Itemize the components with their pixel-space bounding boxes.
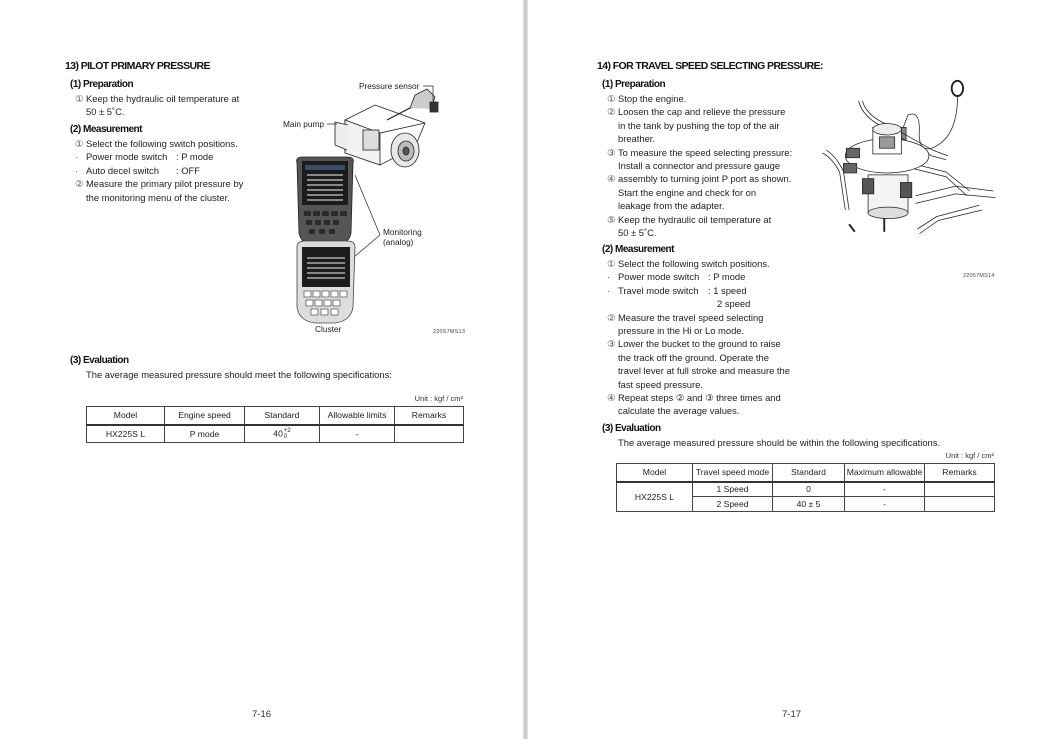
page-number-right: 7-17: [782, 709, 802, 720]
switch-row-auto-decel: · Auto decel switch : OFF: [75, 164, 200, 176]
pump-cluster-figure: [275, 75, 475, 340]
preparation-steps: [607, 92, 802, 239]
measurement-step-2: ② Measure the travel speed selecting pressure in the Hi or Lo mode.: [607, 311, 764, 336]
cluster-lower-drawing: [297, 241, 355, 323]
pressure-gauge: [952, 81, 963, 96]
cell-maximum: -: [845, 497, 925, 512]
right-page: [528, 0, 1052, 739]
travel-mode-value-2: 2 speed: [717, 298, 751, 310]
measurement-steps: [75, 137, 270, 204]
switch-row-power-mode: · Power mode switch : P mode: [75, 151, 214, 163]
label-pressure-sensor: Pressure sensor: [359, 81, 420, 91]
tolerance: +2 0: [283, 427, 291, 440]
cell-remarks: [925, 497, 995, 512]
main-pump-drawing: [335, 89, 438, 167]
preparation-step-1: ① Keep the hydraulic oil temperature at 50 ± 5˚C.: [75, 93, 240, 118]
preparation-heading: (1) Preparation: [70, 79, 134, 90]
evaluation-heading: (3) Evaluation: [70, 355, 129, 366]
pump-cluster-illustration: [275, 75, 475, 340]
cell-standard: 40 ± 5: [773, 497, 845, 512]
section-title-14: 14) FOR TRAVEL SPEED SELECTING PRESSURE:: [597, 60, 823, 72]
cell-mode: 1 Speed: [693, 482, 773, 497]
cell-standard: 40 +2 0: [245, 425, 320, 443]
header-standard: Standard: [245, 407, 320, 425]
page-number-left: 7-16: [252, 709, 272, 720]
preparation-heading: (1) Preparation: [602, 79, 666, 90]
cell-remarks: [925, 482, 995, 497]
cell-mode: 2 Speed: [693, 497, 773, 512]
table-row: [617, 482, 995, 497]
cell-model: HX225S L: [617, 482, 693, 512]
measurement-heading: (2) Measurement: [70, 124, 142, 135]
turning-joint-figure: [813, 72, 1003, 287]
measurement-step-1: ① Select the following switch positions.: [75, 138, 238, 149]
cell-allowable: -: [320, 425, 395, 443]
measurement-step-1: ① Select the following switch positions.: [607, 258, 770, 269]
switch-row-power-mode: · Power mode switch : P mode: [607, 271, 746, 283]
cell-maximum: -: [845, 482, 925, 497]
header-remarks: Remarks: [925, 464, 995, 482]
header-model: Model: [617, 464, 693, 482]
label-cluster: Cluster: [315, 324, 342, 334]
unit-label: Unit : kgf / cm²: [945, 451, 994, 460]
unit-label: Unit : kgf / cm²: [414, 394, 463, 403]
header-allowable-limits: Allowable limits: [320, 407, 395, 425]
cluster-upper-drawing: [297, 157, 354, 245]
measurement-step-3: ③ Lower the bucket to the ground to raise the track off the ground. Operate the travel lever at full stroke and measure the fast speed pressure.: [607, 338, 790, 390]
table-header-row: [617, 464, 995, 482]
figure-id: 220S7MS13: [433, 329, 466, 335]
header-engine-speed: Engine speed: [165, 407, 245, 425]
switch-row-travel-mode: · Travel mode switch : 1 speed: [607, 284, 747, 296]
table-row: [87, 425, 464, 443]
left-page: [0, 0, 523, 739]
cell-engine-speed: P mode: [165, 425, 245, 443]
header-maximum-allowable: Maximum allowable: [845, 464, 925, 482]
evaluation-heading: (3) Evaluation: [602, 423, 661, 434]
header-remarks: Remarks: [395, 407, 464, 425]
travel-speed-spec-table: [616, 463, 995, 512]
measurement-heading: (2) Measurement: [602, 244, 674, 255]
label-monitoring: Monitoring (analog): [383, 227, 422, 247]
prep-step-5: ⑤ Keep the hydraulic oil temperature at 50 ± 5˚C.: [607, 213, 772, 238]
measurement-steps: [607, 257, 802, 418]
pilot-pressure-spec-table: [86, 406, 464, 443]
header-model: Model: [87, 407, 165, 425]
turning-joint-illustration: [813, 72, 1003, 272]
table-header-row: [87, 407, 464, 425]
figure-id: 22057MS14: [963, 273, 995, 279]
cell-standard: 0: [773, 482, 845, 497]
cell-remarks: [395, 425, 464, 443]
step-number: ①: [75, 93, 84, 104]
evaluation-text: The average measured pressure should meet the following specifications:: [86, 369, 392, 380]
measurement-step-2: ② Measure the primary pilot pressure by the monitoring menu of the cluster.: [75, 178, 244, 203]
prep-step-1: ① Stop the engine.: [607, 93, 687, 104]
prep-step-2: ② Loosen the cap and relieve the pressure in the tank by pushing the top of the air breather.: [607, 106, 786, 145]
section-title-13: 13) PILOT PRIMARY PRESSURE: [65, 60, 210, 72]
evaluation-text: The average measured pressure should be within the following specifications.: [618, 437, 941, 448]
header-travel-speed-mode: Travel speed mode: [693, 464, 773, 482]
header-standard: Standard: [773, 464, 845, 482]
measurement-step-4: ④ Repeat steps ② and ③ three times and calculate the average values.: [607, 391, 781, 417]
label-main-pump: Main pump: [283, 119, 325, 129]
prep-step-4: ④ assembly to turning joint P port as shown. Start the engine and check for on leakage from the adapter.: [607, 173, 792, 212]
cell-model: HX225S L: [87, 425, 165, 443]
prep-step-3: ③ To measure the speed selecting pressure: Install a connector and pressure gauge: [607, 146, 793, 171]
